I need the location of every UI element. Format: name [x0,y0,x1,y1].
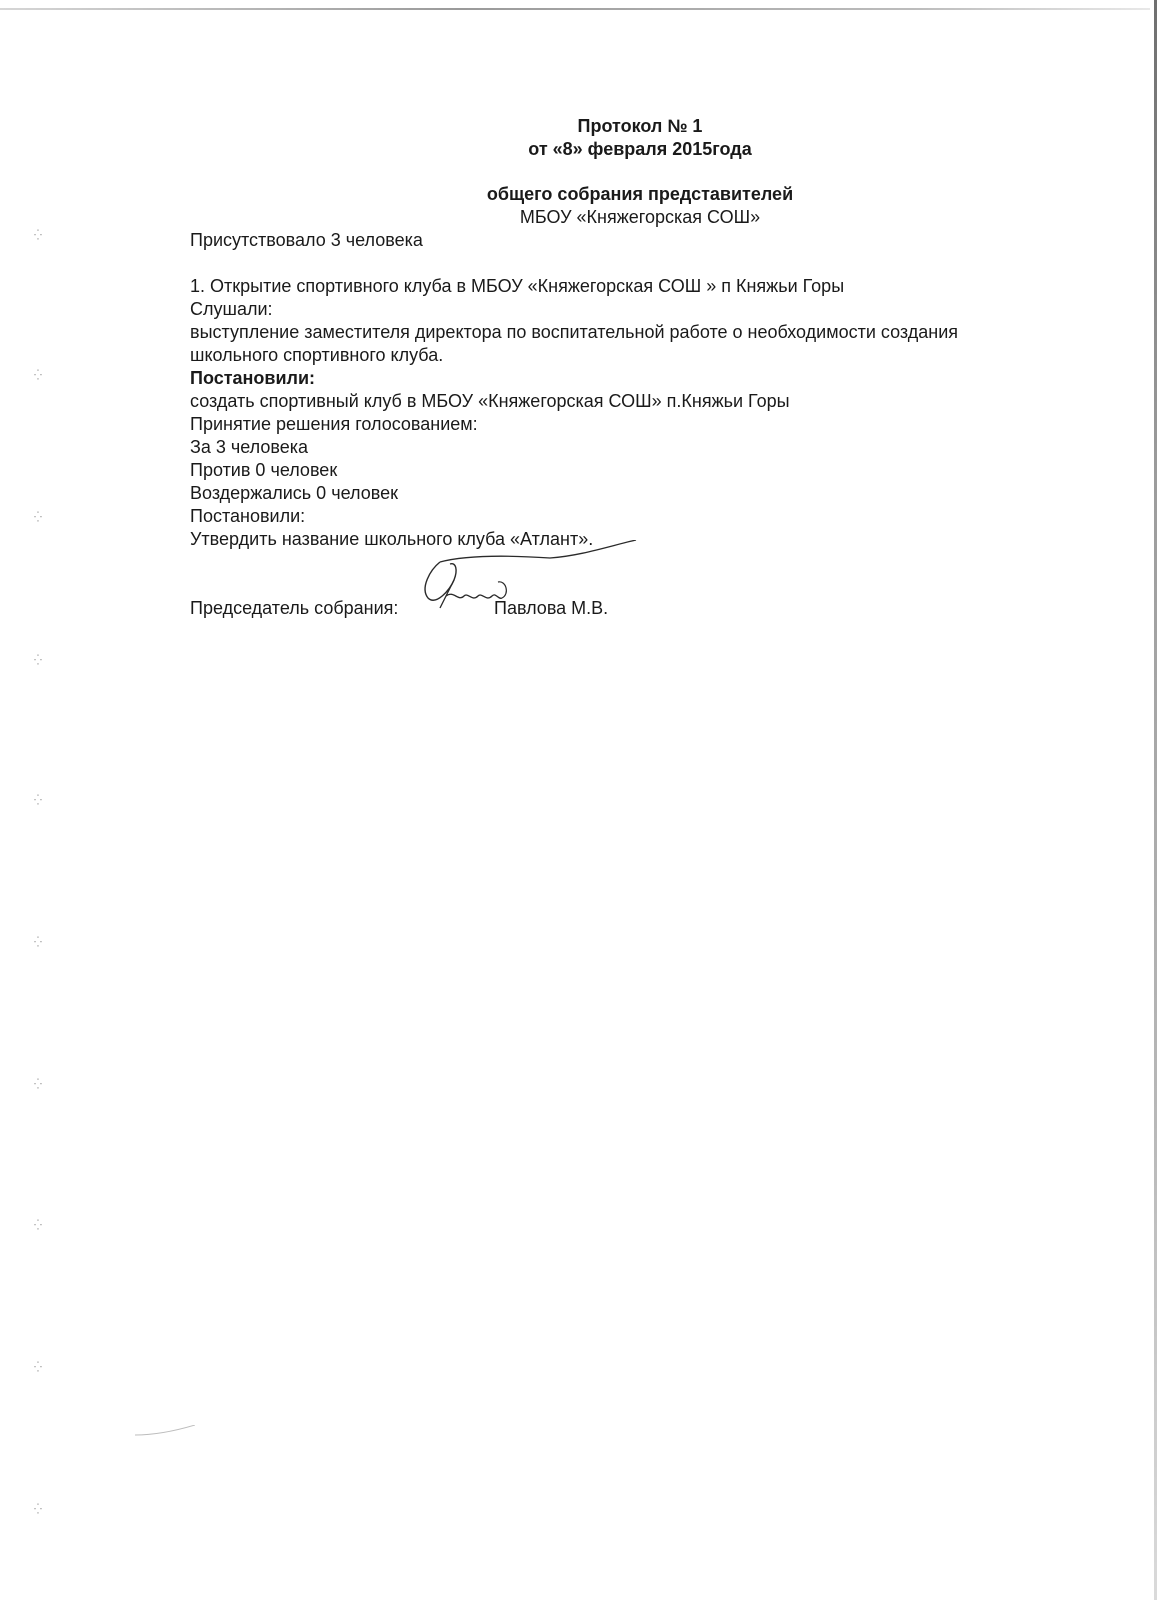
punch-mark: ⁛ [34,1220,42,1231]
resolved-label-2: Постановили: [190,506,306,526]
punch-mark: ⁛ [34,655,42,666]
resolved-text: создать спортивный клуб в МБОУ «Княжегорская СОШ» п.Княжьи Горы [190,391,790,411]
vote-abstain: Воздержались 0 человек [190,483,398,503]
punch-mark: ⁛ [34,370,42,381]
resolved-label: Постановили: [190,368,316,388]
vote-against: Против 0 человек [190,460,338,480]
heard-text-line1: выступление заместителя директора по воспитательной работе о необходимости создания [190,322,958,342]
punch-mark: ⁛ [34,1079,42,1090]
meeting-type: общего собрания представителей [486,184,794,204]
heard-label: Слушали: [190,299,273,319]
vote-intro: Принятие решения голосованием: [190,414,478,434]
document-title: Протокол № 1 [577,116,703,136]
agenda-item-1: 1. Открытие спортивного клуба в МБОУ «Княжегорская СОШ » п Княжьи Горы [190,276,845,296]
scan-edge-right [1154,0,1157,1600]
resolved-text-2: Утвердить название школьного клуба «Атлант». [190,529,594,549]
punch-mark: ⁛ [34,795,42,806]
chair-label: Председатель собрания: [190,598,399,618]
punch-mark: ⁛ [34,230,42,241]
scan-smudge [135,1425,195,1437]
scan-edge-top [0,8,1150,10]
punch-mark: ⁛ [34,1362,42,1373]
attendance-line: Присутствовало 3 человека [190,230,423,250]
punch-mark: ⁛ [34,512,42,523]
punch-mark: ⁛ [34,1504,42,1515]
protocol-body [190,229,1070,551]
spacer [190,252,1070,275]
chair-name: Павлова М.В. [494,598,609,618]
organization-name: МБОУ «Княжегорская СОШ» [519,207,761,227]
document-date: от «8» февраля 2015года [528,139,752,159]
vote-for: За 3 человека [190,437,309,457]
heard-text-line2: школьного спортивного клуба. [190,345,444,365]
punch-mark: ⁛ [34,937,42,948]
